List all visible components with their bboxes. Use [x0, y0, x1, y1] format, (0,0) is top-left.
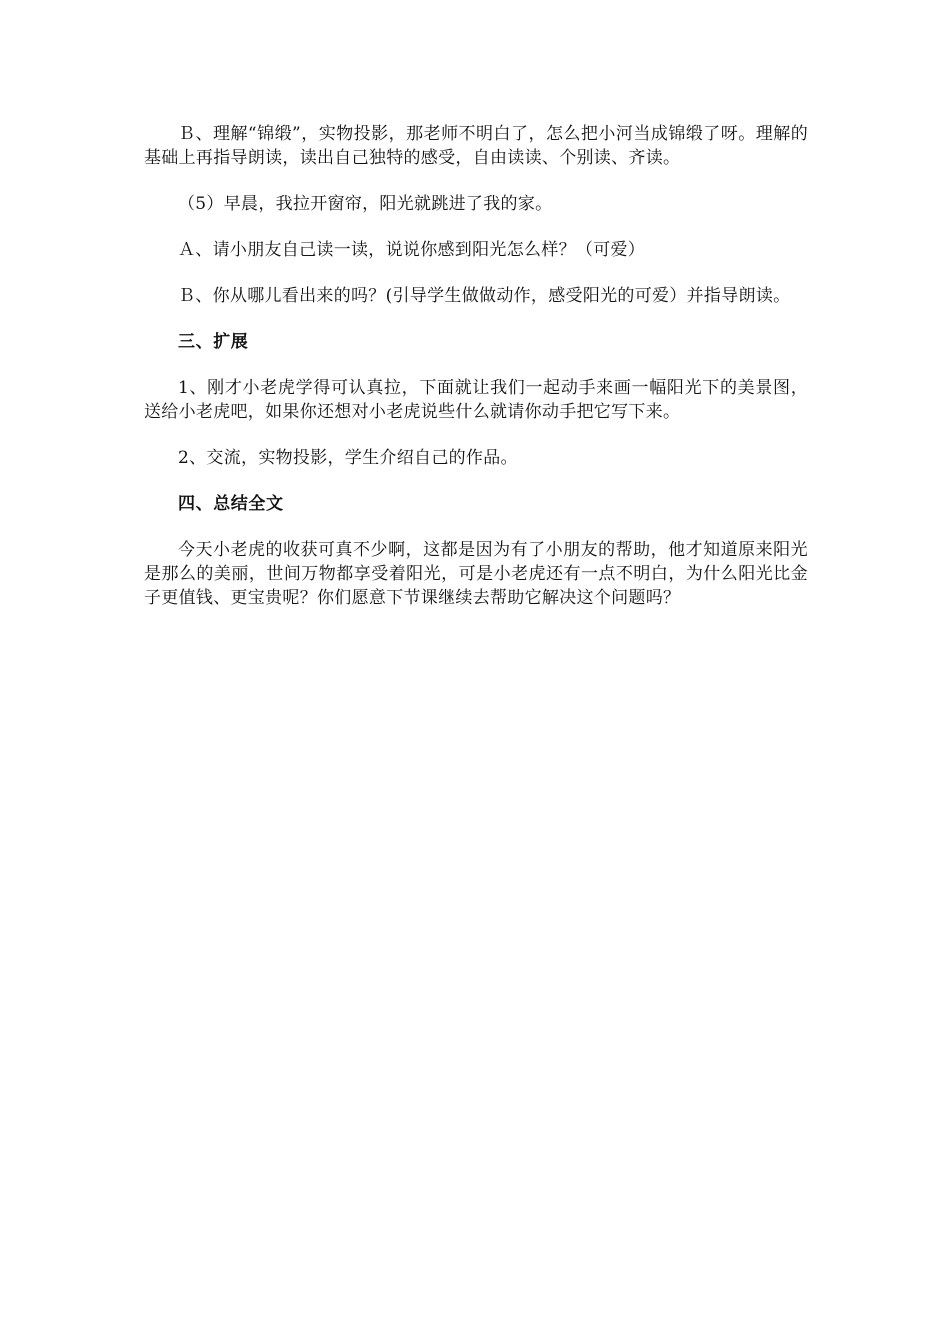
paragraph-read-aloud-question: Ａ、请小朋友自己读一读，说说你感到阳光怎么样？（可爱） — [178, 240, 646, 260]
paragraph-guide-reading: Ｂ、你从哪儿看出来的吗？(引导学生做做动作，感受阳光的可爱）并指导朗读。 — [178, 286, 791, 306]
section-heading-summary: 四、总结全文 — [178, 494, 284, 514]
paragraph-draw-picture: 1、刚才小老虎学得可认真拉，下面就让我们一起动手来画一幅阳光下的美景图，送给小老虎吧，如果你还想对小老虎说些什么就请你动手把它写下来。 — [144, 378, 808, 422]
document-body — [144, 122, 808, 632]
paragraph-exchange-works: 2、交流，实物投影，学生介绍自己的作品。 — [178, 448, 518, 468]
paragraph-morning-sunlight: （5）早晨，我拉开窗帘，阳光就跳进了我的家。 — [178, 194, 553, 214]
paragraph-summary-text: 今天小老虎的收获可真不少啊，这都是因为有了小朋友的帮助，他才知道原来阳光是那么的美丽，世间万物都享受着阳光，可是小老虎还有一点不明白，为什么阳光比金子更值钱、更宝贵呢？你们愿意下节课继续去帮助它解决这个问题吗？ — [144, 540, 808, 608]
paragraph-understand-brocade: Ｂ、理解“锦缎”，实物投影，那老师不明白了，怎么把小河当成锦缎了呀。理解的基础上再指导朗读，读出自己独特的感受，自由读读、个别读、齐读。 — [144, 124, 808, 168]
section-heading-extension: 三、扩展 — [178, 332, 249, 352]
